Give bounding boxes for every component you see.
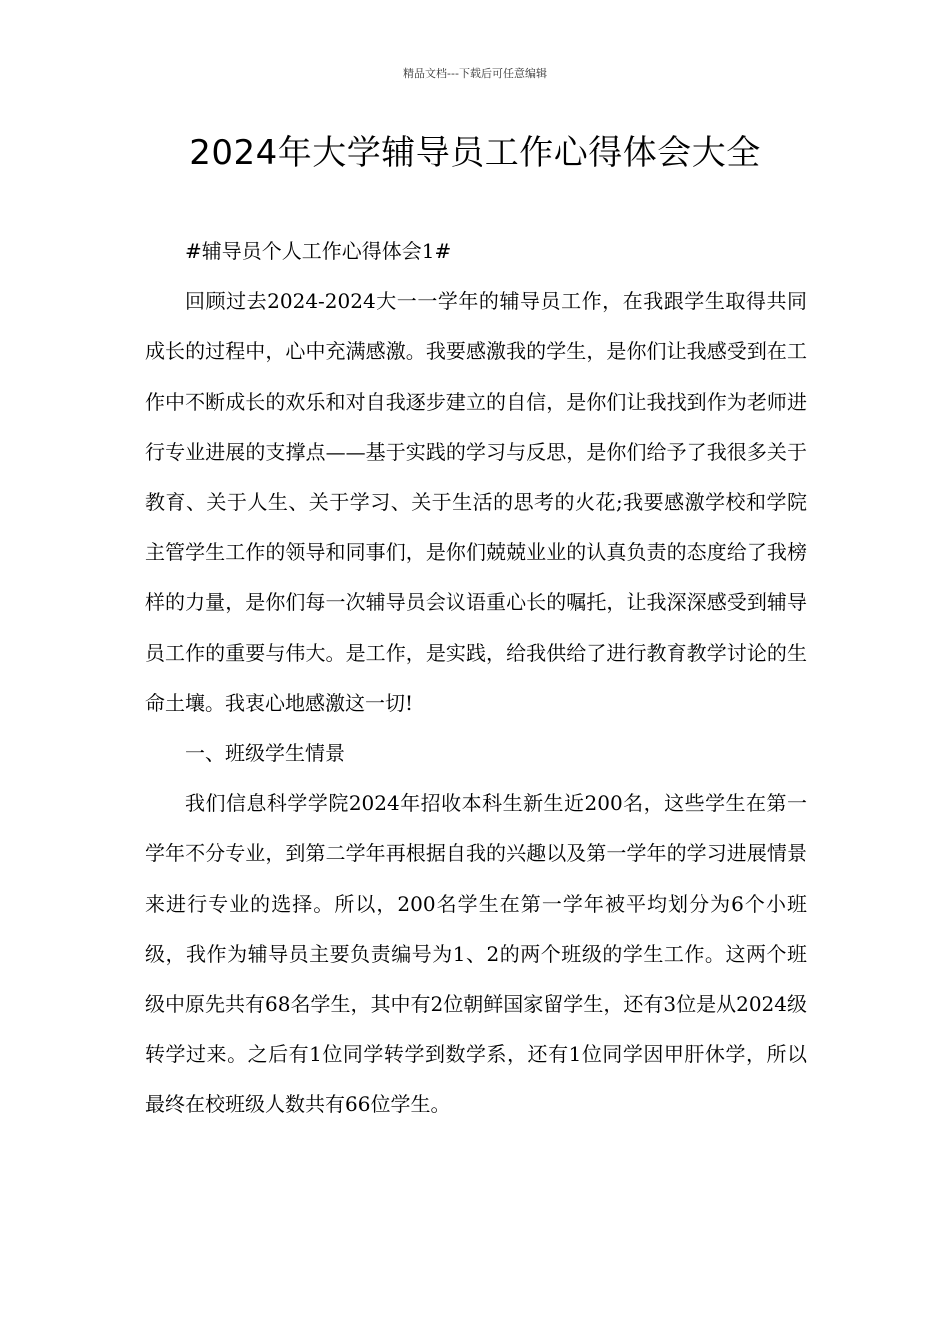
section-heading-1: #辅导员个人工作心得体会1# — [185, 239, 452, 263]
page-title: 2024年大学辅导员工作心得体会大全 — [189, 133, 761, 173]
document-body — [145, 226, 807, 1130]
paragraph-class-situation: 我们信息科学学院2024年招收本科生新生近200名，这些学生在第一学年不分专业，到第二学年再根据自我的兴趣以及第一学年的学习进展情景来进行专业的选择。所以，200名学生在第一学年被平均划分为6个小班级，我作为辅导员主要负责编号为1、2的两个班级的学生工作。这两个班级中原先共有68名学生，其中有2位朝鲜国家留学生，还有3位是从2024级转学过来。之后有1位同学转学到数学系，还有1位同学因甲肝休学，所以最终在校班级人数共有66位学生。 — [145, 791, 807, 1117]
paragraph-intro: 回顾过去2024-2024大一一学年的辅导员工作，在我跟学生取得共同成长的过程中，心中充满感激。我要感激我的学生，是你们让我感受到在工作中不断成长的欢乐和对自我逐步建立的自信，是你们让我找到作为老师进行专业进展的支撑点——基于实践的学习与反思，是你们给予了我很多关于教育、关于人生、关于学习、关于生活的思考的火花;我要感激学校和学院主管学生工作的领导和同事们，是你们兢兢业业的认真负责的态度给了我榜样的力量，是你们每一次辅导员会议语重心长的嘱托，让我深深感受到辅导员工作的重要与伟大。是工作，是实践，给我供给了进行教育教学讨论的生命土壤。我衷心地感激这一切! — [145, 289, 807, 715]
section-heading-2: 一、班级学生情景 — [185, 741, 345, 766]
header-note: 精品文档---下载后可任意编辑 — [403, 67, 547, 80]
